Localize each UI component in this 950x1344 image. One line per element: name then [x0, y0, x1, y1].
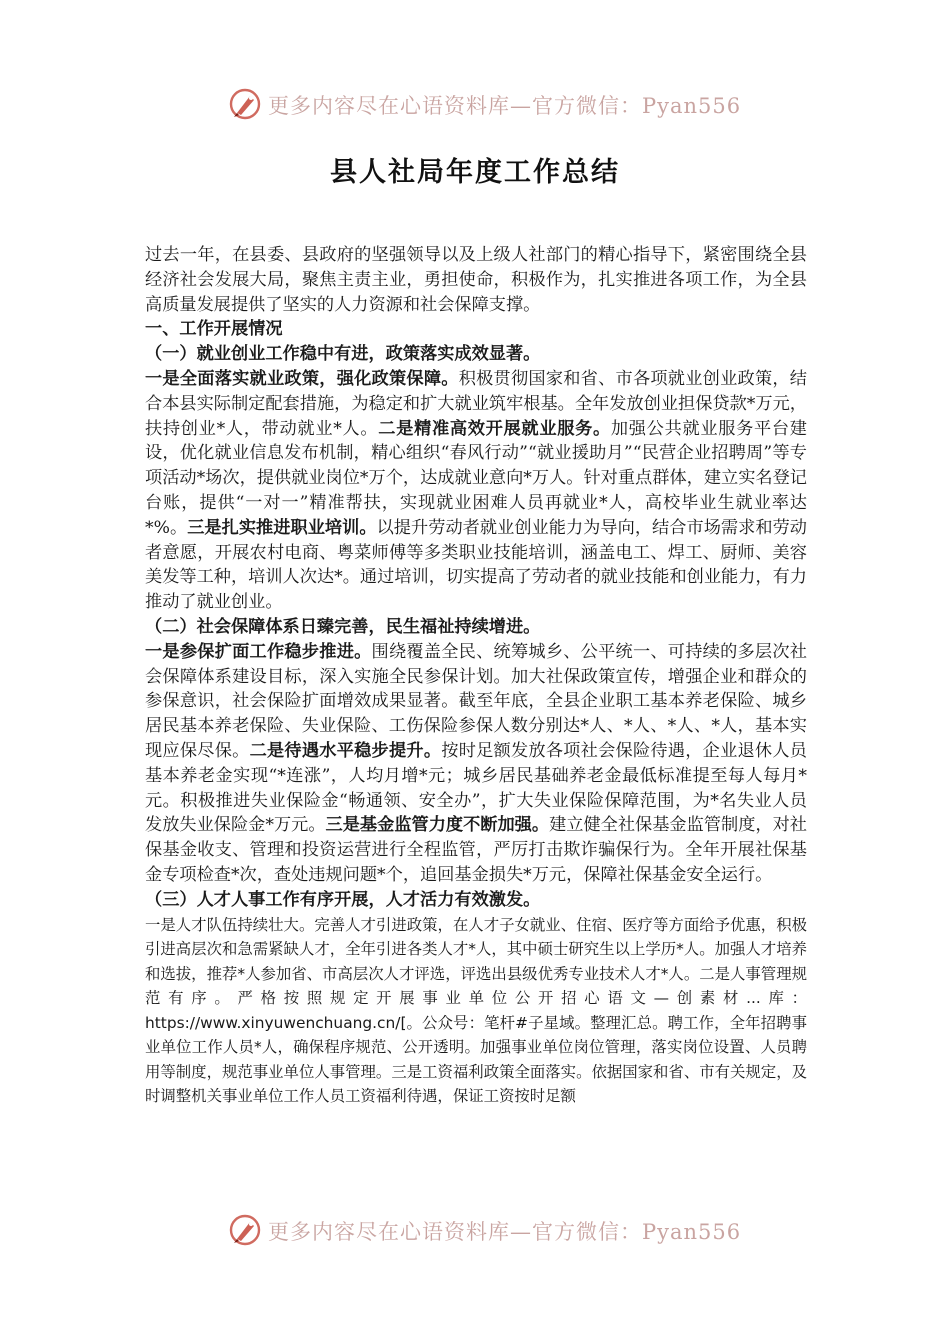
banner-text: 更多内容尽在心语资料库—官方微信：Pyan556: [268, 94, 742, 118]
pen-nib-logo-icon: [228, 87, 262, 121]
section-heading: 一、工作开展情况: [145, 319, 283, 340]
paragraph-employment: [145, 367, 807, 615]
paragraph-text: 围绕覆盖全民、统筹城乡、公平统一、可持续的多层次社会保障体系建设目标，深入实施全民参保计划。加大社保政策宣传，增强企业和群众的参保意识，社会保险扩面增效成果显著。截至年底，全县企业职工基本养老保险、城乡居民基本养老保险、失业保险、工伤保险参保人数分别达*人、*人、*人、*人，基本实现应保尽保。: [145, 641, 807, 761]
paragraph-talent: 一是人才队伍持续壮大。完善人才引进政策，在人才子女就业、住宿、医疗等方面给予优惠，积极引进高层次和急需紧缺人才，全年引进各类人才*人，其中硕士研究生以上学历*人。加强人才培养和选拔，推荐*人参加省、市高层次人才评选，评选出县级优秀专业技术人才*人。二是人事管理规范有序。严格按照规定开展事业单位公开招心语文—创素材...库：https://www.xinyuwenchuang.cn/[。公众号：笔杆#子星域。整理汇总。聘工作，全年招聘事业单位工作人员*人，确保程序规范、公开透明。加强事业单位岗位管理，落实岗位设置、人员聘用等制度，规范事业单位人事管理。三是工资福利政策全面落实。依据国家和省、市有关规定，及时调整机关事业单位工作人员工资福利待遇，保证工资按时足额: [145, 915, 807, 1106]
bold-lead: 一是参保扩面工作稳步推进。: [145, 641, 372, 662]
paragraph-social-security: [145, 640, 807, 888]
bold-lead: 三是基金监管力度不断加强。: [325, 815, 550, 836]
document-title: 县人社局年度工作总结: [330, 157, 620, 188]
bold-lead: 二是精准高效开展就业服务。: [378, 418, 611, 439]
subsection-heading-2: （二）社会保障体系日臻完善，民生福祉持续增进。: [145, 616, 541, 637]
bold-lead: 一是全面落实就业政策，强化政策保障。: [145, 368, 459, 389]
paragraph-text: 以提升劳动者就业创业能力为导向，结合市场需求和劳动者意愿，开展农村电商、粤菜师傅等多类职业技能培训，涵盖电工、焊工、厨师、美容美发等工种，培训人次达*。通过培训，切实提高了劳动者的就业技能和创业能力，有力推动了就业创业。: [145, 517, 807, 613]
paragraph-text: 按时足额发放各项社会保险待遇，企业退休人员基本养老金实现“*连涨”，人均月增*元；城乡居民基础养老金最低标准提至每人每月*元。积极推进失业保险金“畅通领、安全办”，扩大失业保险保障范围，为*名失业人员发放失业保险金*万元。: [145, 740, 807, 836]
banner-text: 更多内容尽在心语资料库—官方微信：Pyan556: [268, 1220, 742, 1244]
footer-banner: [0, 1210, 950, 1250]
intro-paragraph: 过去一年，在县委、县政府的坚强领导以及上级人社部门的精心指导下，紧密围绕全县经济社会发展大局，聚焦主责主业，勇担使命，积极作为，扎实推进各项工作，为全县高质量发展提供了坚实的人力资源和社会保障支撑。: [145, 245, 807, 315]
pen-nib-logo-icon: [228, 1213, 262, 1247]
document-body: [145, 243, 807, 1109]
bold-lead: 二是待遇水平稳步提升。: [249, 740, 442, 761]
paragraph-text: 加强公共就业服务平台建设，优化就业信息发布机制，精心组织“春风行动”“就业援助月”“民营企业招聘周”等专项活动*场次，提供就业岗位*万个，达成就业意向*万人。针对重点群体，建立实名登记台账，提供“一对一”精准帮扶，实现就业困难人员再就业*人，高校毕业生就业率达*%。: [145, 418, 807, 538]
subsection-heading-3: （三）人才人事工作有序开展，人才活力有效激发。: [145, 889, 541, 910]
bold-lead: 三是扎实推进职业培训。: [187, 517, 377, 538]
paragraph-text: 建立健全社保基金监管制度，对社保基金收支、管理和投资运营进行全程监管，严厉打击欺诈骗保行为。全年开展社保基金专项检查*次，查处违规问题*个，追回基金损失*万元，保障社保基金安全运行。: [145, 815, 807, 885]
subsection-heading-1: （一）就业创业工作稳中有进，政策落实成效显著。: [145, 344, 541, 365]
paragraph-text: 积极贯彻国家和省、市各项就业创业政策，结合本县实际制定配套措施，为稳定和扩大就业筑牢根基。全年发放创业担保贷款*万元，扶持创业*人，带动就业*人。: [145, 368, 807, 439]
header-banner: [0, 84, 950, 124]
